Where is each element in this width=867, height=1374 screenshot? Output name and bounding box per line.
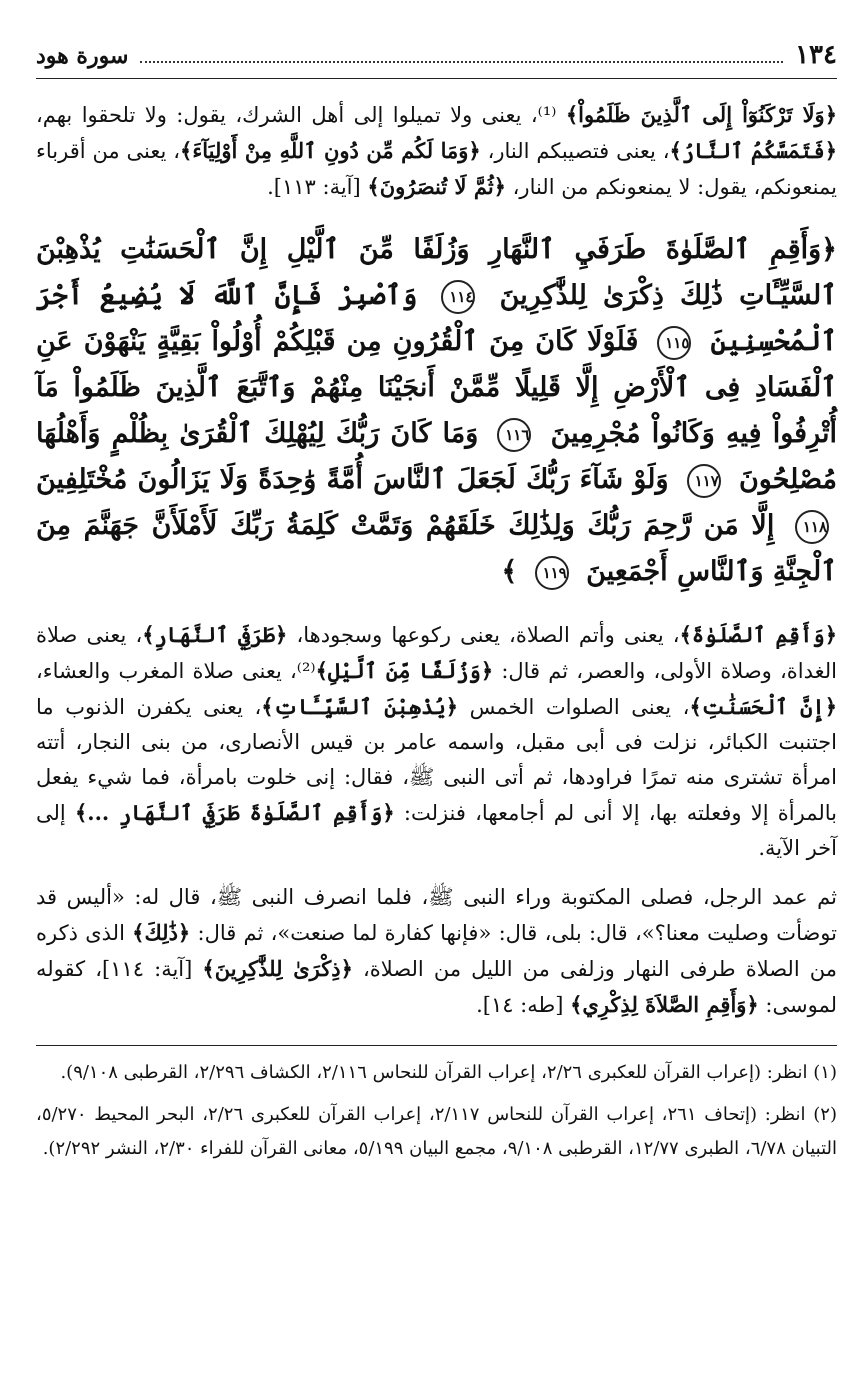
commentary-text: ، يعنى وأتم الصلاة، يعنى ركوعها وسجودها، xyxy=(287,623,680,647)
page-header xyxy=(36,40,837,74)
commentary-text: ، يعنى صلاة الغداة، وصلاة الأولى، والعصر، ثم قال: xyxy=(36,623,837,683)
quran-quote: ﴿وَأَقِمِ ٱلصَّلَوٰةَ طَرَفَيِ ٱلنَّهَارِ ...﴾ xyxy=(74,800,395,825)
book-page xyxy=(36,40,837,1344)
ayah-number-marker: ١١٩ xyxy=(535,556,569,590)
ayah-number-marker: ١١٨ xyxy=(795,510,829,544)
header-dot-leader xyxy=(140,61,783,63)
quran-verses-block xyxy=(36,227,837,595)
quran-quote: ﴿يُذْهِبْنَ ٱلسَّيِّـَٔاتِ﴾ xyxy=(261,694,459,719)
ayah-number-marker: ١١٧ xyxy=(687,464,721,498)
commentary-text: ⁽¹⁾، يعنى ولا تميلوا إلى أهل الشرك، يقول: ولا تلحقوا بهم، xyxy=(36,103,566,127)
footnote-divider xyxy=(36,1045,837,1046)
quran-quote: ﴿فَتَمَسَّكُمُ ٱلنَّارُ﴾ xyxy=(669,138,837,163)
commentary-text: ، يعنى يكفرن الذنوب ما اجتنبت الكبائر، نزلت فى أبى مقبل، واسمه عامر بن قيس الأنصارى، من بنى النجار، أتته امرأة تشترى منه تمرًا فراودها، ثم أتى النبى ﷺ، فقال: إنى خلوت بامرأة، فما شيء يفعل بالمرأة إلا وفعلته بها، إلا أنى لم أجامعها، فنزلت: xyxy=(36,695,838,825)
commentary-text: إلى آخر الآية. xyxy=(36,801,837,860)
ayah-number-marker: ١١٥ xyxy=(657,326,691,360)
commentary-text: ، يعنى من أقرباء يمنعونكم، يقول: لا يمنعونكم من النار، xyxy=(36,139,837,199)
quran-quote: ﴿ذِكْرَىٰ لِلذَّٰكِرِينَ﴾ xyxy=(202,956,353,981)
commentary-text: ثم عمد الرجل، فصلى المكتوبة وراء النبى ﷺ، فلما انصرف النبى ﷺ، قال له: «أليس قد توضأت وصليت معنا؟»، قال: بلى، قال: «فإنها كفارة لما صنعت»، ثم قال: xyxy=(36,885,837,945)
quran-quote: ﴿إِنَّ ٱلْحَسَنَٰتِ﴾ xyxy=(689,694,838,719)
verse-text: إِلَّا مَن رَّحِمَ رَبُّكَ وَلِذَٰلِكَ خَلَقَهُمْ وَتَمَّتْ كَلِمَةُ رَبِّكَ لَأَمْلَأَنَّ جَهَنَّمَ مِنَ ٱلْجِنَّةِ وَٱلنَّاسِ أَجْمَعِينَ xyxy=(36,510,837,587)
commentary-text: ، يعنى الصلوات الخمس xyxy=(458,695,690,719)
page-number: ١٣٤ xyxy=(795,40,837,70)
commentary-paragraph-1 xyxy=(36,97,837,205)
commentary-text: ⁽²⁾، يعنى صلاة المغرب والعشاء، xyxy=(36,659,316,683)
quran-quote: ﴿وَأَقِمِ الصَّلاَةَ لِذِكْرِي﴾ xyxy=(570,992,759,1017)
quran-quote: ﴿ذَٰلِكَ﴾ xyxy=(132,920,191,945)
commentary-text: [طه: ١٤]. xyxy=(476,993,571,1017)
quran-quote: ﴿ثُمَّ لَا تُنصَرُونَ﴾ xyxy=(367,174,506,199)
commentary-paragraph-3 xyxy=(36,880,837,1023)
commentary-text: [آية: ١١٤]، كقوله لموسى: xyxy=(36,957,837,1017)
footnote-1: (١) انظر: (إعراب القرآن للعكبرى ٢/٢٦، إعراب القرآن للنحاس ٢/١١٦، الكشاف ٢/٢٩٦، القرطبى ٩/١٠٨). xyxy=(60,1062,837,1083)
quran-quote: ﴿وَأَقِمِ ٱلصَّلَوٰةَ﴾ xyxy=(679,622,838,647)
verse-text: وَلَوْ شَآءَ رَبُّكَ لَجَعَلَ ٱلنَّاسَ أُمَّةً وَٰحِدَةً وَلَا يَزَالُونَ مُخْتَلِفِينَ xyxy=(36,464,669,495)
verse-text: وَٱصْبِرْ فَإِنَّ ٱللَّهَ لَا يُضِيعُ أَجْرَ ٱلْمُحْسِنِينَ xyxy=(36,280,838,357)
quran-quote: ﴿طَرَفَيِ ٱلنَّهَارِ﴾ xyxy=(142,622,288,647)
quran-quote: ﴿وَمَا لَكُم مِّن دُونِ ٱللَّهِ مِنْ أَوْلِيَآءَ﴾ xyxy=(180,138,481,163)
verse-text: ﴿وَأَقِمِ ٱلصَّلَوٰةَ طَرَفَيِ ٱلنَّهَارِ وَزُلَفًا مِّنَ ٱلَّيْلِ إِنَّ ٱلْحَسَنَٰتِ يُذْهِبْنَ ٱلسَّيِّـَٔاتِ ذَٰلِكَ ذِكْرَىٰ لِلذَّٰكِرِينَ xyxy=(36,234,837,311)
verse-text: وَمَا كَانَ رَبُّكَ لِيُهْلِكَ ٱلْقُرَىٰ بِظُلْمٍ وَأَهْلُهَا مُصْلِحُونَ xyxy=(36,418,837,495)
header-divider xyxy=(36,78,837,79)
ayah-number-marker: ١١٤ xyxy=(441,280,475,314)
footnote-2: (٢) انظر: (إتحاف ٢٦١، إعراب القرآن للنحاس ٢/١١٧، إعراب القرآن للعكبرى ٢/٢٦، البحر المحيط ٥/٢٧٠، التبيان ٦/٧٨، الطبرى ١٢/٧٧، القرطبى ٩/١٠٨، مجمع البيان ٥/١٩٩، معانى القرآن للفراء ٢/٣٠، النشر ٢/٢٩٢). xyxy=(36,1104,837,1159)
commentary-text: ، يعنى فتصيبكم النار، xyxy=(480,139,670,163)
ayah-number-marker: ١١٦ xyxy=(497,418,531,452)
commentary-text: [آية: ١١٣]. xyxy=(267,175,368,199)
commentary-paragraph-2 xyxy=(36,617,837,866)
quran-quote: ﴿وَزُلَفًا مِّنَ ٱلَّيْلِ﴾ xyxy=(315,658,494,683)
verse-closing-bracket: ﴾ xyxy=(501,556,518,587)
commentary-text: الذى ذكره من الصلاة طرفى النهار وزلفى من الليل من الصلاة، xyxy=(36,921,837,981)
surah-name: سورة هود xyxy=(36,43,129,69)
verse-text: فَلَوْلَا كَانَ مِنَ ٱلْقُرُونِ مِن قَبْلِكُمْ أُوْلُواْ بَقِيَّةٍ يَنْهَوْنَ عَنِ ٱلْفَسَادِ فِى ٱلْأَرْضِ إِلَّا قَلِيلًا مِّمَّنْ أَنجَيْنَا مِنْهُمْ وَٱتَّبَعَ ٱلَّذِينَ ظَلَمُواْ مَآ أُتْرِفُواْ فِيهِ وَكَانُواْ مُجْرِمِينَ xyxy=(36,326,837,449)
quran-quote: ﴿وَلَا تَرْكَنُوٓاْ إِلَى ٱلَّذِينَ ظَلَمُواْ﴾ xyxy=(565,102,837,127)
